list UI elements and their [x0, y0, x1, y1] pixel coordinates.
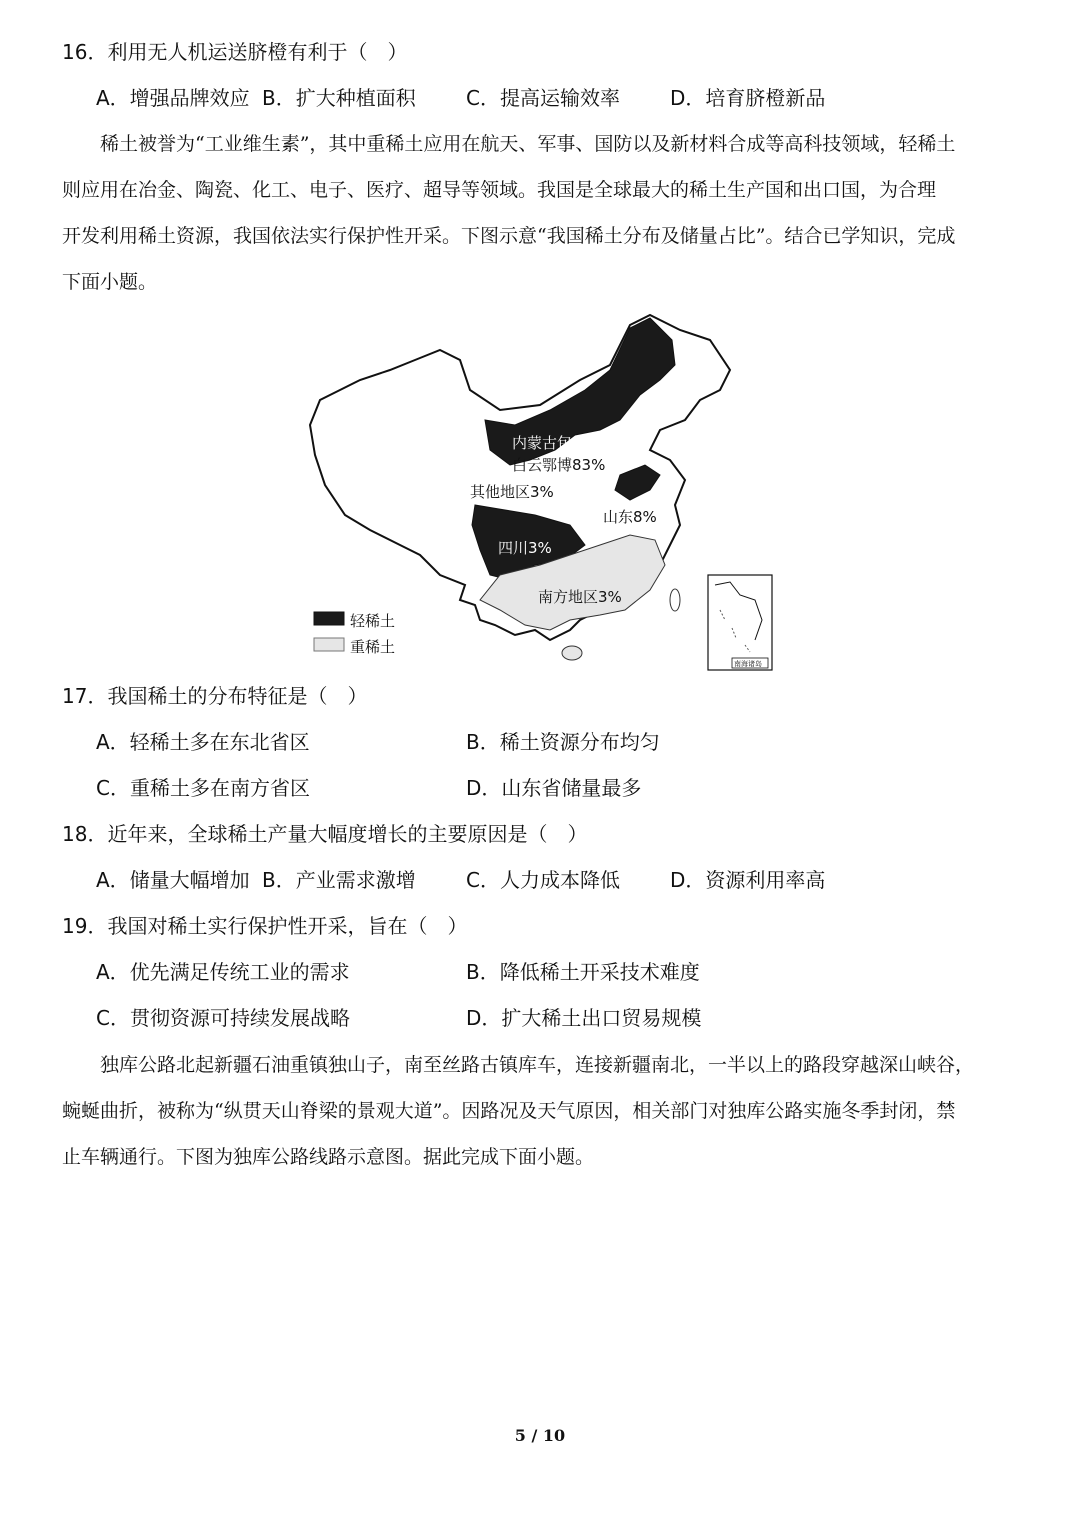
q19-option-b[interactable]: B．降低稀土开采技术难度 [466, 960, 700, 984]
q16-stem: 16．利用无人机运送脐橙有利于（ ） [62, 40, 408, 64]
label-south-sea: 南海诸岛 [734, 660, 762, 668]
label-other: 其他地区3% [470, 483, 554, 501]
q17-stem: 17．我国稀土的分布特征是（ ） [62, 684, 368, 708]
q16-option-c[interactable]: C．提高运输效率 [466, 86, 620, 110]
page-number: 5 / 10 [514, 1426, 566, 1445]
q17-option-a[interactable]: A．轻稀土多在东北省区 [96, 730, 310, 754]
q18-option-b[interactable]: B．产业需求激增 [262, 868, 416, 892]
label-shandong: 山东8% [603, 508, 657, 526]
passage1-line-1: 稀土被誉为“工业维生素”，其中重稀土应用在航天、军事、国防以及新材料合成等高科技领域，轻稀土 [100, 133, 956, 155]
q18-option-c[interactable]: C．人力成本降低 [466, 868, 620, 892]
label-south: 南方地区3% [538, 588, 622, 606]
q18-option-a[interactable]: A．储量大幅增加 [96, 868, 250, 892]
q16-option-b[interactable]: B．扩大种植面积 [262, 86, 416, 110]
passage2-line-2: 蜿蜒曲折，被称为“纵贯天山脊梁的景观大道”。因路况及天气原因，相关部门对独库公路实施冬季封闭，禁 [62, 1100, 956, 1122]
q16-option-d[interactable]: D．培育脐橙新品 [670, 86, 826, 110]
q18-stem: 18．近年来，全球稀土产量大幅度增长的主要原因是（ ） [62, 822, 588, 846]
legend-label-heavy: 重稀土 [350, 638, 396, 656]
rare-earth-distribution-map [300, 310, 780, 680]
passage1-line-4: 下面小题。 [62, 271, 158, 293]
q18-option-d[interactable]: D．资源利用率高 [670, 868, 826, 892]
label-inner-mongolia-1: 内蒙古包头 [512, 434, 588, 452]
passage2-line-1: 独库公路北起新疆石油重镇独山子，南至丝路古镇库车，连接新疆南北，一半以上的路段穿越深山峡谷， [100, 1054, 975, 1076]
hainan-island [562, 646, 582, 660]
legend-swatch-light [314, 612, 344, 625]
q16-option-a[interactable]: A．增强品牌效应 [96, 86, 250, 110]
q19-option-d[interactable]: D．扩大稀土出口贸易规模 [466, 1006, 702, 1030]
taiwan-island [670, 589, 680, 611]
q17-option-b[interactable]: B．稀土资源分布均匀 [466, 730, 660, 754]
q17-option-d[interactable]: D．山东省储量最多 [466, 776, 642, 800]
south-sea-inset [708, 575, 772, 670]
passage1-line-3: 开发利用稀土资源，我国依法实行保护性开采。下图示意“我国稀土分布及储量占比”。结合已学知识，完成 [62, 225, 956, 247]
legend-label-light: 轻稀土 [350, 612, 396, 630]
label-sichuan: 四川3% [498, 539, 552, 557]
q19-option-c[interactable]: C．贯彻资源可持续发展战略 [96, 1006, 350, 1030]
passage1-line-2: 则应用在冶金、陶瓷、化工、电子、医疗、超导等领域。我国是全球最大的稀土生产国和出口国，为合理 [62, 179, 937, 201]
label-inner-mongolia-2: 白云鄂博83% [512, 456, 606, 474]
legend-swatch-heavy [314, 638, 344, 651]
passage2-line-3: 止车辆通行。下图为独库公路线路示意图。据此完成下面小题。 [62, 1146, 595, 1168]
q17-option-c[interactable]: C．重稀土多在南方省区 [96, 776, 310, 800]
q19-stem: 19．我国对稀土实行保护性开采，旨在（ ） [62, 914, 468, 938]
q19-option-a[interactable]: A．优先满足传统工业的需求 [96, 960, 350, 984]
